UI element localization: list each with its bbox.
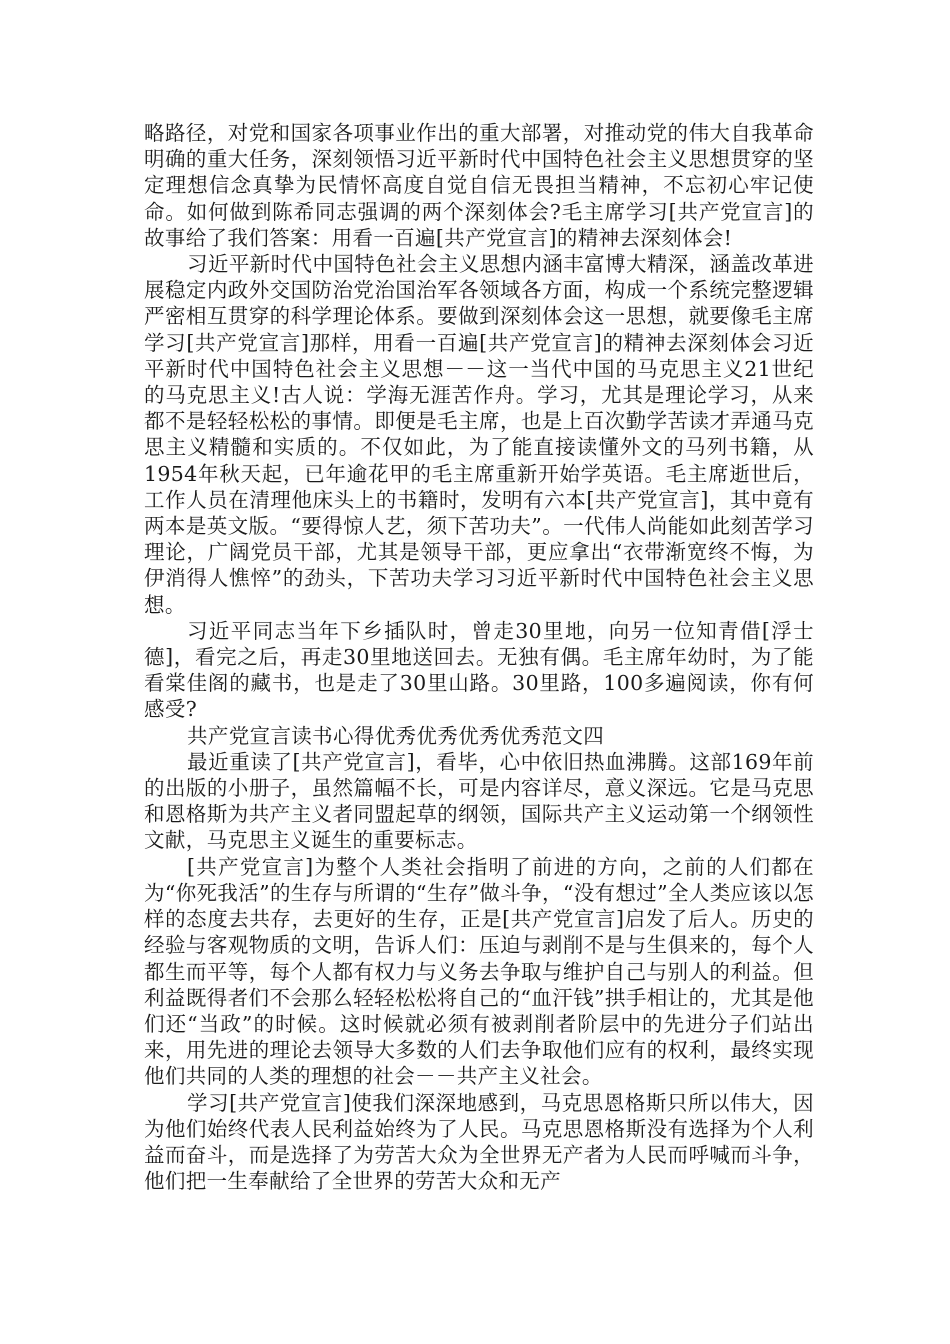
- paragraph: 最近重读了[共产党宣言]，看毕，心中依旧热血沸腾。这部169年前的出版的小册子，虽然篇幅不长，可是内容详尽，意义深远。它是马克思和恩格斯为共产主义者同盟起草的纲领，国际共产主义运动第一个纲领性文献，马克思主义诞生的重要标志。: [144, 749, 814, 853]
- paragraph: 习近平新时代中国特色社会主义思想内涵丰富博大精深，涵盖改革进展稳定内政外交国防治党治国治军各领域各方面，构成一个系统完整逻辑严密相互贯穿的科学理论体系。要做到深刻体会这一思想，就要像毛主席学习[共产党宣言]那样，用看一百遍[共产党宣言]的精神去深刻体会习近平新时代中国特色社会主义思想－－这一当代中国的马克思主义21世纪的马克思主义!古人说：学海无涯苦作舟。学习，尤其是理论学习，从来都不是轻轻松松的事情。即便是毛主席，也是上百次勤学苦读才弄通马克思主义精髓和实质的。不仅如此，为了能直接读懂外文的马列书籍，从1954年秋天起，已年逾花甲的毛主席重新开始学英语。毛主席逝世后，工作人员在清理他床头上的书籍时，发明有六本[共产党宣言]，其中竟有两本是英文版。“要得惊人艺，须下苦功夫”。一代伟人尚能如此刻苦学习理论，广阔党员干部，尤其是领导干部，更应拿出“衣带渐宽终不悔，为伊消得人憔悴”的劲头，下苦功夫学习习近平新时代中国特色社会主义思想。: [144, 252, 814, 617]
- paragraph-continuation: 略路径，对党和国家各项事业作出的重大部署，对推动党的伟大自我革命明确的重大任务，深刻领悟习近平新时代中国特色社会主义思想贯穿的坚定理想信念真挚为民情怀高度自觉自信无畏担当精神，不忘初心牢记使命。如何做到陈希同志强调的两个深刻体会?毛主席学习[共产党宣言]的故事给了我们答案：用看一百遍[共产党宣言]的精神去深刻体会!: [144, 121, 814, 250]
- document-page: [144, 120, 814, 1194]
- section-heading: 共产党宣言读书心得优秀优秀优秀优秀范文四: [187, 723, 605, 748]
- paragraph: 习近平同志当年下乡插队时，曾走30里地，向另一位知青借[浮士德]，看完之后，再走30里地送回去。无独有偶。毛主席年幼时，为了能看棠佳阁的藏书，也是走了30里山路。30里路，100多遍阅读，你有何感受?: [144, 618, 814, 722]
- paragraph: 学习[共产党宣言]使我们深深地感到，马克思恩格斯只所以伟大，因为他们始终代表人民利益始终为了人民。马克思恩格斯没有选择为个人利益而奋斗，而是选择了为劳苦大众为全世界无产者为人民而呼喊而斗争，他们把一生奉献给了全世界的劳苦大众和无产: [144, 1090, 814, 1194]
- paragraph: [共产党宣言]为整个人类社会指明了前进的方向，之前的人们都在为“你死我活”的生存与所谓的“生存”做斗争，“没有想过”全人类应该以怎样的态度去共存，去更好的生存，正是[共产党宣言]启发了后人。历史的经验与客观物质的文明，告诉人们：压迫与剥削不是与生俱来的，每个人都生而平等，每个人都有权力与义务去争取与维护自己与别人的利益。但利益既得者们不会那么轻轻松松将自己的“血汗钱”拱手相让的，尤其是他们还“当政”的时候。这时候就必须有被剥削者阶层中的先进分子们站出来，用先进的理论去领导大多数的人们去争取他们应有的权利，最终实现他们共同的人类的理想的社会－－共产主义社会。: [144, 854, 814, 1089]
